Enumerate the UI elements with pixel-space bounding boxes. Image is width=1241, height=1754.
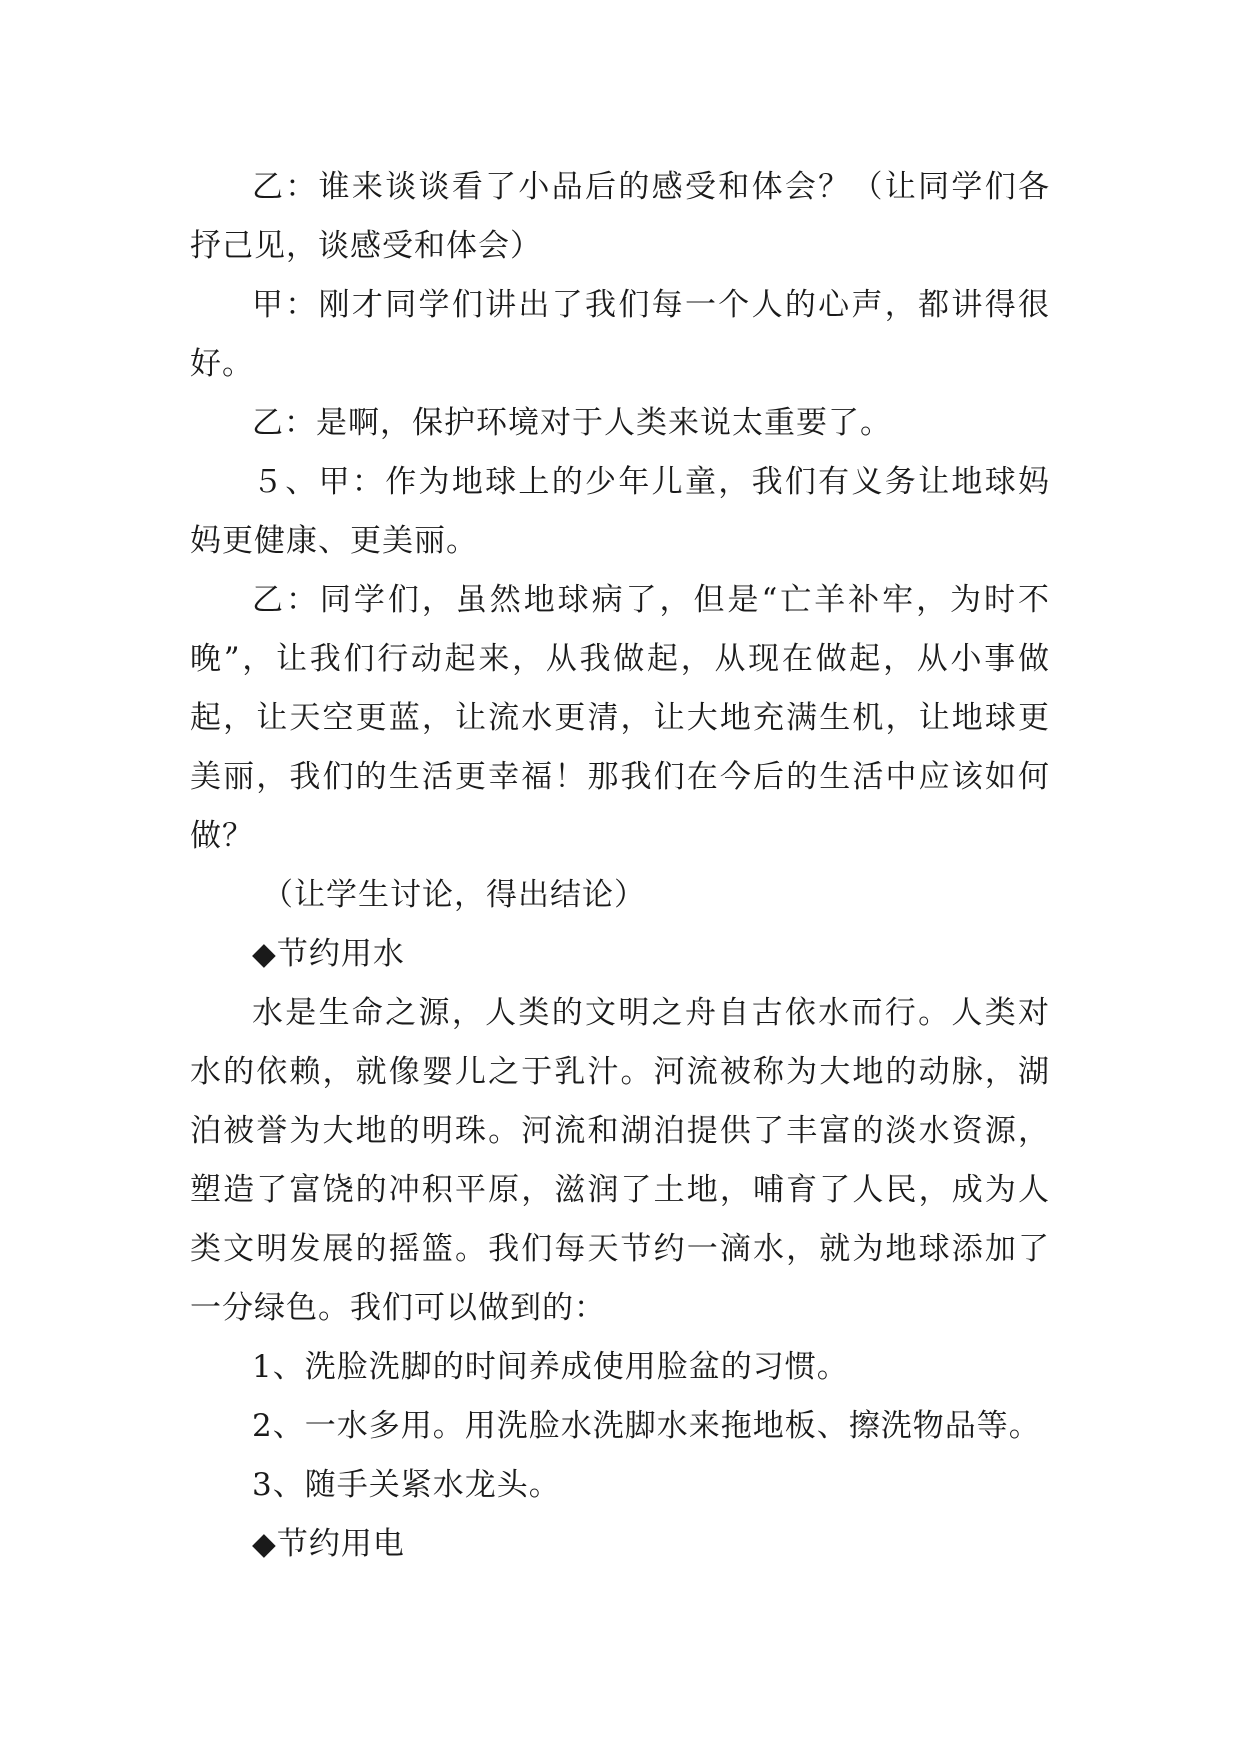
dialogue-paragraph: 乙：谁来谈谈看了小品后的感受和体会？（让同学们各抒己见，谈感受和体会） — [190, 169, 1050, 264]
dialogue-paragraph: 乙：同学们，虽然地球病了，但是“亡羊补牢，为时不晚”，让我们行动起来，从我做起，从现在做起，从小事做起，让天空更蓝，让流水更清，让大地充满生机，让地球更美丽，我们的生活更幸福！那我们在今后的生活中应该如何做？ — [190, 582, 1050, 854]
dialogue-paragraph: ５、甲：作为地球上的少年儿童，我们有义务让地球妈妈更健康、更美丽。 — [190, 464, 1050, 559]
dialogue-paragraph: 乙：是啊，保护环境对于人类来说太重要了。 — [252, 405, 892, 441]
dialogue-paragraph: 甲：刚才同学们讲出了我们每一个人的心声，都讲得很好。 — [190, 287, 1050, 382]
section-heading: ◆节约用电 — [252, 1526, 405, 1562]
body-paragraph: 水是生命之源，人类的文明之舟自古依水而行。人类对水的依赖，就像婴儿之于乳汁。河流被称为大地的动脉，湖泊被誉为大地的明珠。河流和湖泊提供了丰富的淡水资源，塑造了富饶的冲积平原，滋润了土地，哺育了人民，成为人类文明发展的摇篮。我们每天节约一滴水，就为地球添加了一分绿色。我们可以做到的： — [190, 995, 1050, 1326]
document-body — [190, 158, 1050, 1574]
stage-direction: （让学生讨论，得出结论） — [262, 877, 646, 913]
list-item: 1、洗脸洗脚的时间养成使用脸盆的习惯。 — [252, 1349, 849, 1385]
section-heading: ◆节约用水 — [252, 936, 405, 972]
list-item: 2、一水多用。用洗脸水洗脚水来拖地板、擦洗物品等。 — [252, 1408, 1041, 1444]
list-item: 3、随手关紧水龙头。 — [252, 1467, 561, 1503]
